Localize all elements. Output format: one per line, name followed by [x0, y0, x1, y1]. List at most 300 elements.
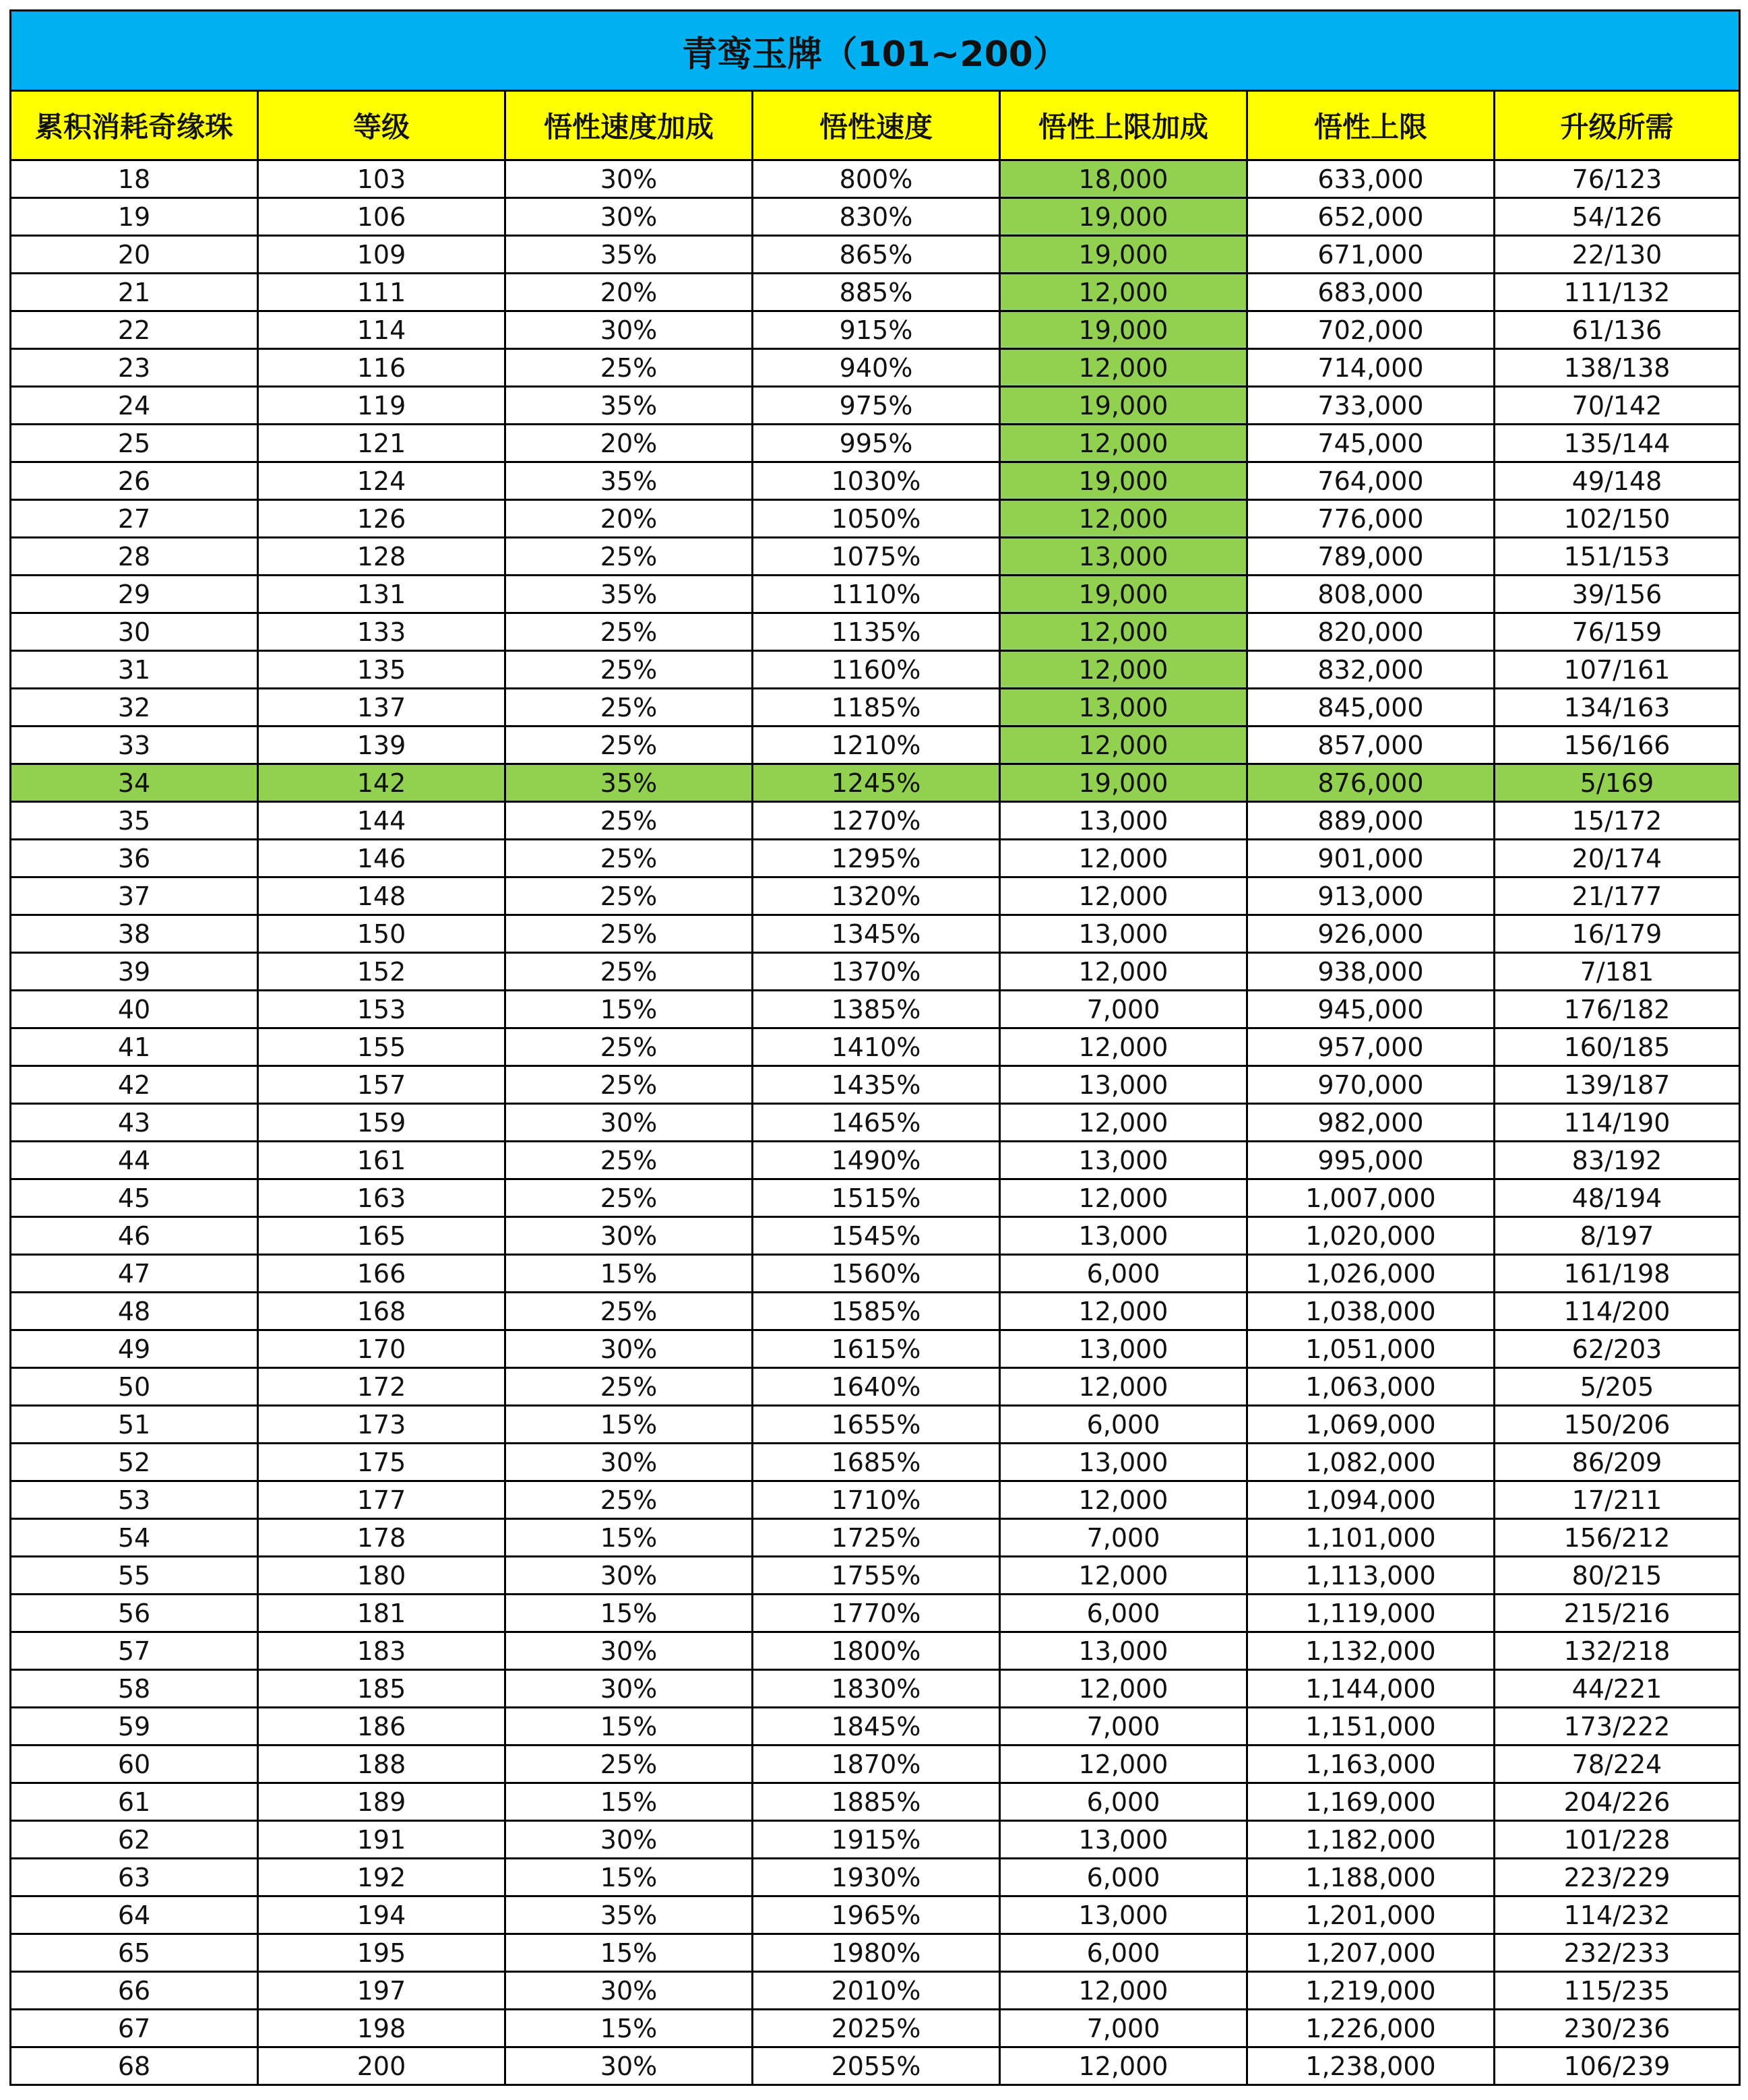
level-table — [9, 9, 1741, 2086]
cell-cap-bonus: 7,000 — [1000, 1519, 1247, 1557]
cell-upgrade-required: 135/144 — [1495, 425, 1740, 462]
cell-speed: 1930% — [753, 1859, 1000, 1896]
cell-speed-bonus: 30% — [505, 1557, 753, 1595]
table-row — [11, 1481, 1740, 1519]
cell-cap-bonus: 13,000 — [1000, 1142, 1247, 1179]
cell-cap: 995,000 — [1247, 1142, 1495, 1179]
cell-upgrade-required: 215/216 — [1495, 1595, 1740, 1632]
cell-speed: 1980% — [753, 1934, 1000, 1972]
table-row — [11, 613, 1740, 651]
table-row — [11, 500, 1740, 538]
cell-speed: 1965% — [753, 1896, 1000, 1934]
table-row — [11, 840, 1740, 877]
cell-upgrade-required: 101/228 — [1495, 1821, 1740, 1859]
cell-cap: 733,000 — [1247, 387, 1495, 425]
cell-speed: 1385% — [753, 991, 1000, 1028]
cell-cap: 926,000 — [1247, 915, 1495, 953]
cell-speed: 1075% — [753, 538, 1000, 576]
cell-level: 168 — [258, 1293, 505, 1330]
cell-cap: 1,219,000 — [1247, 1972, 1495, 2010]
table-row — [11, 764, 1740, 802]
table-row — [11, 2010, 1740, 2047]
table-row — [11, 1557, 1740, 1595]
cell-speed: 1800% — [753, 1632, 1000, 1670]
cell-level: 155 — [258, 1028, 505, 1066]
cell-speed: 885% — [753, 274, 1000, 311]
cell-cumulative-beads: 41 — [11, 1028, 258, 1066]
header-cap-bonus: 悟性上限加成 — [1000, 91, 1247, 160]
cell-upgrade-required: 106/239 — [1495, 2047, 1740, 2085]
header-upgrade-required: 升级所需 — [1495, 91, 1740, 160]
table-row — [11, 1179, 1740, 1217]
cell-cap: 1,201,000 — [1247, 1896, 1495, 1934]
cell-cap: 982,000 — [1247, 1104, 1495, 1142]
table-row — [11, 1972, 1740, 2010]
cell-cumulative-beads: 36 — [11, 840, 258, 877]
cell-cap: 1,144,000 — [1247, 1670, 1495, 1708]
cell-upgrade-required: 80/215 — [1495, 1557, 1740, 1595]
table-row — [11, 1444, 1740, 1481]
cell-cumulative-beads: 56 — [11, 1595, 258, 1632]
cell-cumulative-beads: 64 — [11, 1896, 258, 1934]
cell-cap-bonus: 6,000 — [1000, 1783, 1247, 1821]
cell-cumulative-beads: 18 — [11, 160, 258, 198]
cell-cap: 1,163,000 — [1247, 1746, 1495, 1783]
cell-cumulative-beads: 62 — [11, 1821, 258, 1859]
cell-upgrade-required: 161/198 — [1495, 1255, 1740, 1293]
cell-speed: 865% — [753, 236, 1000, 274]
cell-level: 189 — [258, 1783, 505, 1821]
cell-level: 165 — [258, 1217, 505, 1255]
table-row — [11, 1217, 1740, 1255]
table-row — [11, 1142, 1740, 1179]
cell-speed: 1585% — [753, 1293, 1000, 1330]
cell-upgrade-required: 78/224 — [1495, 1746, 1740, 1783]
cell-cap: 845,000 — [1247, 689, 1495, 727]
cell-speed: 1030% — [753, 462, 1000, 500]
cell-cumulative-beads: 26 — [11, 462, 258, 500]
cell-cumulative-beads: 61 — [11, 1783, 258, 1821]
cell-level: 144 — [258, 802, 505, 840]
cell-speed-bonus: 15% — [505, 1406, 753, 1444]
table-row — [11, 462, 1740, 500]
cell-speed: 1270% — [753, 802, 1000, 840]
cell-speed-bonus: 25% — [505, 1028, 753, 1066]
cell-level: 192 — [258, 1859, 505, 1896]
cell-speed-bonus: 35% — [505, 387, 753, 425]
cell-cap-bonus: 13,000 — [1000, 689, 1247, 727]
cell-cap-bonus: 19,000 — [1000, 311, 1247, 349]
cell-level: 150 — [258, 915, 505, 953]
cell-upgrade-required: 156/166 — [1495, 727, 1740, 764]
cell-level: 166 — [258, 1255, 505, 1293]
cell-speed-bonus: 15% — [505, 991, 753, 1028]
cell-cumulative-beads: 28 — [11, 538, 258, 576]
table-row — [11, 349, 1740, 387]
cell-speed: 1615% — [753, 1330, 1000, 1368]
cell-level: 177 — [258, 1481, 505, 1519]
cell-cap-bonus: 13,000 — [1000, 1217, 1247, 1255]
cell-cumulative-beads: 59 — [11, 1708, 258, 1746]
cell-speed-bonus: 25% — [505, 1142, 753, 1179]
cell-speed-bonus: 25% — [505, 1066, 753, 1104]
cell-speed-bonus: 15% — [505, 1708, 753, 1746]
cell-speed-bonus: 25% — [505, 651, 753, 689]
cell-level: 172 — [258, 1368, 505, 1406]
cell-level: 175 — [258, 1444, 505, 1481]
cell-level: 197 — [258, 1972, 505, 2010]
cell-upgrade-required: 83/192 — [1495, 1142, 1740, 1179]
cell-cap-bonus: 12,000 — [1000, 651, 1247, 689]
cell-speed: 1410% — [753, 1028, 1000, 1066]
header-cap: 悟性上限 — [1247, 91, 1495, 160]
cell-level: 153 — [258, 991, 505, 1028]
cell-level: 159 — [258, 1104, 505, 1142]
cell-upgrade-required: 102/150 — [1495, 500, 1740, 538]
cell-speed-bonus: 25% — [505, 1746, 753, 1783]
cell-level: 106 — [258, 198, 505, 236]
cell-cap: 1,119,000 — [1247, 1595, 1495, 1632]
cell-cap: 1,132,000 — [1247, 1632, 1495, 1670]
cell-cumulative-beads: 29 — [11, 576, 258, 613]
cell-speed-bonus: 15% — [505, 2010, 753, 2047]
cell-speed: 1655% — [753, 1406, 1000, 1444]
table-row — [11, 1821, 1740, 1859]
cell-speed: 1845% — [753, 1708, 1000, 1746]
cell-cap-bonus: 6,000 — [1000, 1255, 1247, 1293]
header-level: 等级 — [258, 91, 505, 160]
cell-cap-bonus: 12,000 — [1000, 1179, 1247, 1217]
cell-level: 139 — [258, 727, 505, 764]
cell-cap-bonus: 6,000 — [1000, 1406, 1247, 1444]
cell-speed: 1370% — [753, 953, 1000, 991]
cell-speed-bonus: 30% — [505, 1821, 753, 1859]
cell-cumulative-beads: 47 — [11, 1255, 258, 1293]
table-row — [11, 802, 1740, 840]
cell-speed-bonus: 35% — [505, 462, 753, 500]
cell-cumulative-beads: 37 — [11, 877, 258, 915]
cell-speed: 940% — [753, 349, 1000, 387]
cell-speed-bonus: 30% — [505, 1330, 753, 1368]
cell-speed-bonus: 30% — [505, 1632, 753, 1670]
table-row — [11, 1028, 1740, 1066]
cell-cap-bonus: 6,000 — [1000, 1934, 1247, 1972]
cell-cap: 913,000 — [1247, 877, 1495, 915]
cell-cap-bonus: 12,000 — [1000, 500, 1247, 538]
cell-level: 103 — [258, 160, 505, 198]
cell-upgrade-required: 139/187 — [1495, 1066, 1740, 1104]
cell-speed: 1345% — [753, 915, 1000, 953]
cell-level: 146 — [258, 840, 505, 877]
cell-level: 200 — [258, 2047, 505, 2085]
cell-cumulative-beads: 27 — [11, 500, 258, 538]
table-row — [11, 1896, 1740, 1934]
cell-cap: 1,169,000 — [1247, 1783, 1495, 1821]
table-row — [11, 1595, 1740, 1632]
cell-level: 116 — [258, 349, 505, 387]
cell-cumulative-beads: 67 — [11, 2010, 258, 2047]
cell-cap: 945,000 — [1247, 991, 1495, 1028]
header-row — [11, 91, 1740, 160]
cell-level: 152 — [258, 953, 505, 991]
cell-cap-bonus: 19,000 — [1000, 462, 1247, 500]
cell-cap-bonus: 19,000 — [1000, 576, 1247, 613]
cell-speed: 1515% — [753, 1179, 1000, 1217]
cell-speed: 1490% — [753, 1142, 1000, 1179]
cell-level: 111 — [258, 274, 505, 311]
cell-cap: 702,000 — [1247, 311, 1495, 349]
cell-upgrade-required: 176/182 — [1495, 991, 1740, 1028]
cell-speed: 1465% — [753, 1104, 1000, 1142]
cell-cap-bonus: 12,000 — [1000, 953, 1247, 991]
cell-cap-bonus: 13,000 — [1000, 1330, 1247, 1368]
cell-speed: 2055% — [753, 2047, 1000, 2085]
cell-cumulative-beads: 54 — [11, 1519, 258, 1557]
cell-speed-bonus: 25% — [505, 349, 753, 387]
cell-cap: 776,000 — [1247, 500, 1495, 538]
cell-upgrade-required: 173/222 — [1495, 1708, 1740, 1746]
cell-cap-bonus: 12,000 — [1000, 1972, 1247, 2010]
cell-speed: 1245% — [753, 764, 1000, 802]
table-row — [11, 1255, 1740, 1293]
cell-level: 131 — [258, 576, 505, 613]
cell-cap-bonus: 12,000 — [1000, 1028, 1247, 1066]
cell-speed: 1135% — [753, 613, 1000, 651]
cell-speed-bonus: 15% — [505, 1255, 753, 1293]
cell-speed-bonus: 25% — [505, 1481, 753, 1519]
table-body — [11, 160, 1740, 2085]
cell-upgrade-required: 232/233 — [1495, 1934, 1740, 1972]
cell-speed-bonus: 25% — [505, 1179, 753, 1217]
cell-cap: 1,188,000 — [1247, 1859, 1495, 1896]
table-row — [11, 1632, 1740, 1670]
cell-cap: 1,038,000 — [1247, 1293, 1495, 1330]
cell-upgrade-required: 86/209 — [1495, 1444, 1740, 1481]
cell-upgrade-required: 5/169 — [1495, 764, 1740, 802]
cell-speed-bonus: 25% — [505, 727, 753, 764]
cell-cap: 1,026,000 — [1247, 1255, 1495, 1293]
table-row — [11, 274, 1740, 311]
cell-upgrade-required: 54/126 — [1495, 198, 1740, 236]
table-row — [11, 1293, 1740, 1330]
header-speed-bonus: 悟性速度加成 — [505, 91, 753, 160]
cell-cap: 1,007,000 — [1247, 1179, 1495, 1217]
cell-cumulative-beads: 34 — [11, 764, 258, 802]
cell-speed-bonus: 35% — [505, 764, 753, 802]
cell-speed-bonus: 20% — [505, 500, 753, 538]
cell-upgrade-required: 156/212 — [1495, 1519, 1740, 1557]
cell-cumulative-beads: 20 — [11, 236, 258, 274]
cell-speed: 1640% — [753, 1368, 1000, 1406]
cell-cap: 832,000 — [1247, 651, 1495, 689]
cell-upgrade-required: 61/136 — [1495, 311, 1740, 349]
cell-cap-bonus: 13,000 — [1000, 538, 1247, 576]
table-row — [11, 1708, 1740, 1746]
cell-speed-bonus: 25% — [505, 953, 753, 991]
cell-cumulative-beads: 58 — [11, 1670, 258, 1708]
cell-cap: 1,238,000 — [1247, 2047, 1495, 2085]
cell-level: 173 — [258, 1406, 505, 1444]
cell-cap-bonus: 12,000 — [1000, 613, 1247, 651]
table-row — [11, 1330, 1740, 1368]
cell-cumulative-beads: 19 — [11, 198, 258, 236]
table-title: 青鸾玉牌（101~200） — [11, 11, 1740, 91]
cell-cap: 889,000 — [1247, 802, 1495, 840]
cell-speed-bonus: 25% — [505, 689, 753, 727]
cell-cumulative-beads: 57 — [11, 1632, 258, 1670]
cell-speed-bonus: 30% — [505, 160, 753, 198]
cell-speed-bonus: 20% — [505, 274, 753, 311]
cell-cap: 1,020,000 — [1247, 1217, 1495, 1255]
cell-cumulative-beads: 21 — [11, 274, 258, 311]
cell-speed-bonus: 35% — [505, 1896, 753, 1934]
cell-level: 178 — [258, 1519, 505, 1557]
cell-cap-bonus: 12,000 — [1000, 840, 1247, 877]
cell-speed: 800% — [753, 160, 1000, 198]
cell-cumulative-beads: 35 — [11, 802, 258, 840]
cell-upgrade-required: 49/148 — [1495, 462, 1740, 500]
cell-upgrade-required: 114/200 — [1495, 1293, 1740, 1330]
cell-upgrade-required: 76/159 — [1495, 613, 1740, 651]
cell-speed: 1755% — [753, 1557, 1000, 1595]
cell-cumulative-beads: 68 — [11, 2047, 258, 2085]
cell-cap: 938,000 — [1247, 953, 1495, 991]
header-cumulative-beads: 累积消耗奇缘珠 — [11, 91, 258, 160]
cell-cap: 789,000 — [1247, 538, 1495, 576]
cell-cumulative-beads: 43 — [11, 1104, 258, 1142]
cell-level: 188 — [258, 1746, 505, 1783]
cell-speed-bonus: 30% — [505, 1444, 753, 1481]
cell-speed-bonus: 35% — [505, 236, 753, 274]
cell-cap: 1,094,000 — [1247, 1481, 1495, 1519]
cell-cumulative-beads: 38 — [11, 915, 258, 953]
cell-cumulative-beads: 60 — [11, 1746, 258, 1783]
cell-cap-bonus: 12,000 — [1000, 1746, 1247, 1783]
cell-cap: 901,000 — [1247, 840, 1495, 877]
table-row — [11, 236, 1740, 274]
cell-cap: 1,182,000 — [1247, 1821, 1495, 1859]
cell-cap-bonus: 13,000 — [1000, 1066, 1247, 1104]
cell-cap-bonus: 13,000 — [1000, 1821, 1247, 1859]
table-row — [11, 160, 1740, 198]
cell-cap-bonus: 12,000 — [1000, 425, 1247, 462]
cell-speed: 1210% — [753, 727, 1000, 764]
cell-speed-bonus: 35% — [505, 576, 753, 613]
cell-speed: 1830% — [753, 1670, 1000, 1708]
cell-level: 191 — [258, 1821, 505, 1859]
table-row — [11, 1519, 1740, 1557]
cell-upgrade-required: 160/185 — [1495, 1028, 1740, 1066]
cell-level: 181 — [258, 1595, 505, 1632]
cell-upgrade-required: 76/123 — [1495, 160, 1740, 198]
cell-cap-bonus: 12,000 — [1000, 1557, 1247, 1595]
cell-cap: 857,000 — [1247, 727, 1495, 764]
cell-cap: 652,000 — [1247, 198, 1495, 236]
cell-level: 121 — [258, 425, 505, 462]
cell-upgrade-required: 114/232 — [1495, 1896, 1740, 1934]
cell-upgrade-required: 8/197 — [1495, 1217, 1740, 1255]
cell-level: 180 — [258, 1557, 505, 1595]
table-row — [11, 1104, 1740, 1142]
cell-speed: 1770% — [753, 1595, 1000, 1632]
cell-upgrade-required: 111/132 — [1495, 274, 1740, 311]
cell-level: 128 — [258, 538, 505, 576]
cell-speed-bonus: 15% — [505, 1519, 753, 1557]
cell-speed: 1185% — [753, 689, 1000, 727]
cell-cumulative-beads: 39 — [11, 953, 258, 991]
cell-speed: 1320% — [753, 877, 1000, 915]
cell-speed-bonus: 25% — [505, 613, 753, 651]
cell-cap: 970,000 — [1247, 1066, 1495, 1104]
cell-level: 170 — [258, 1330, 505, 1368]
cell-cumulative-beads: 33 — [11, 727, 258, 764]
cell-speed-bonus: 15% — [505, 1783, 753, 1821]
cell-speed: 915% — [753, 311, 1000, 349]
cell-cap: 1,207,000 — [1247, 1934, 1495, 1972]
cell-speed: 1050% — [753, 500, 1000, 538]
cell-cap-bonus: 13,000 — [1000, 1896, 1247, 1934]
cell-speed: 1160% — [753, 651, 1000, 689]
cell-upgrade-required: 17/211 — [1495, 1481, 1740, 1519]
cell-cumulative-beads: 52 — [11, 1444, 258, 1481]
cell-speed: 1915% — [753, 1821, 1000, 1859]
cell-level: 148 — [258, 877, 505, 915]
cell-level: 142 — [258, 764, 505, 802]
cell-cap-bonus: 19,000 — [1000, 387, 1247, 425]
cell-upgrade-required: 39/156 — [1495, 576, 1740, 613]
table-row — [11, 651, 1740, 689]
cell-upgrade-required: 107/161 — [1495, 651, 1740, 689]
cell-cumulative-beads: 23 — [11, 349, 258, 387]
cell-speed-bonus: 25% — [505, 840, 753, 877]
cell-cap: 683,000 — [1247, 274, 1495, 311]
cell-speed: 1295% — [753, 840, 1000, 877]
cell-speed-bonus: 30% — [505, 2047, 753, 2085]
cell-speed-bonus: 30% — [505, 1104, 753, 1142]
header-speed: 悟性速度 — [753, 91, 1000, 160]
cell-cap: 876,000 — [1247, 764, 1495, 802]
cell-cap-bonus: 12,000 — [1000, 274, 1247, 311]
cell-cumulative-beads: 55 — [11, 1557, 258, 1595]
cell-upgrade-required: 7/181 — [1495, 953, 1740, 991]
title-row — [11, 11, 1740, 91]
cell-cap-bonus: 18,000 — [1000, 160, 1247, 198]
table-row — [11, 1066, 1740, 1104]
cell-cap-bonus: 12,000 — [1000, 2047, 1247, 2085]
table-row — [11, 1934, 1740, 1972]
cell-cap: 820,000 — [1247, 613, 1495, 651]
table-row — [11, 953, 1740, 991]
cell-upgrade-required: 70/142 — [1495, 387, 1740, 425]
cell-cumulative-beads: 46 — [11, 1217, 258, 1255]
cell-upgrade-required: 150/206 — [1495, 1406, 1740, 1444]
cell-cumulative-beads: 42 — [11, 1066, 258, 1104]
cell-level: 137 — [258, 689, 505, 727]
cell-cap: 1,151,000 — [1247, 1708, 1495, 1746]
cell-level: 133 — [258, 613, 505, 651]
table-row — [11, 1368, 1740, 1406]
cell-cap: 808,000 — [1247, 576, 1495, 613]
cell-upgrade-required: 16/179 — [1495, 915, 1740, 953]
spreadsheet — [9, 9, 1739, 2086]
cell-upgrade-required: 20/174 — [1495, 840, 1740, 877]
cell-upgrade-required: 138/138 — [1495, 349, 1740, 387]
cell-upgrade-required: 5/205 — [1495, 1368, 1740, 1406]
cell-upgrade-required: 22/130 — [1495, 236, 1740, 274]
cell-cumulative-beads: 45 — [11, 1179, 258, 1217]
cell-cap-bonus: 12,000 — [1000, 1368, 1247, 1406]
table-row — [11, 1746, 1740, 1783]
